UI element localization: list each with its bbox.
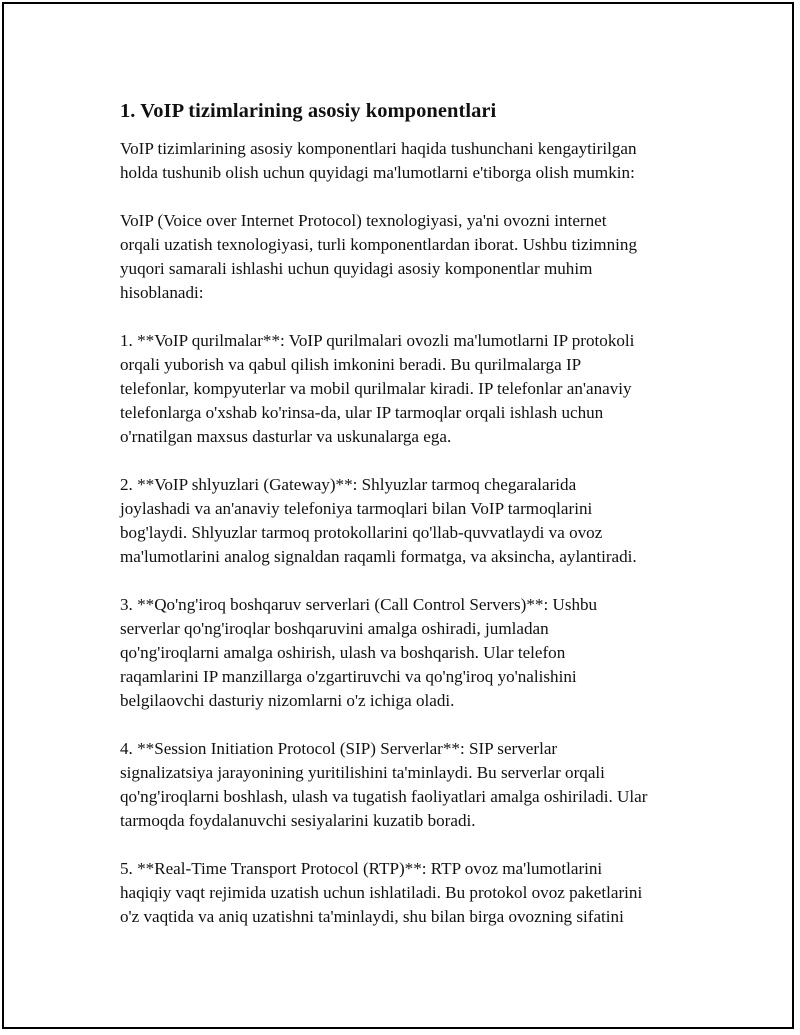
document-page xyxy=(2,2,794,1029)
text-line: raqamlarini IP manzillarga o'zgartiruvchi va qo'ng'iroq yo'nalishini xyxy=(120,667,577,686)
text-line: ma'lumotlarini analog signaldan raqamli formatga, va aksincha, aylantiradi. xyxy=(120,547,637,566)
text-line: serverlar qo'ng'iroqlar boshqaruvini amalga oshiradi, jumladan xyxy=(120,619,549,638)
text-line: joylashadi va an'anaviy telefoniya tarmoqlari bilan VoIP tarmoqlarini xyxy=(120,499,593,518)
text-line: haqiqiy vaqt rejimida uzatish uchun ishlatiladi. Bu protokol ovoz paketlarini xyxy=(120,883,643,902)
voip-definition-paragraph xyxy=(120,209,710,305)
text-line: 1. **VoIP qurilmalar**: VoIP qurilmalari ovozli ma'lumotlarni IP protokoli xyxy=(120,331,635,350)
text-line: o'rnatilgan maxsus dasturlar va uskunalarga ega. xyxy=(120,427,452,446)
section-heading: 1. VoIP tizimlarining asosiy komponentlari xyxy=(120,100,497,122)
text-line: signalizatsiya jarayonining yuritilishini ta'minlaydi. Bu serverlar orqali xyxy=(120,763,605,782)
text-line: 3. **Qo'ng'iroq boshqaruv serverlari (Call Control Servers)**: Ushbu xyxy=(120,595,598,614)
text-line: VoIP (Voice over Internet Protocol) texnologiyasi, ya'ni ovozni internet xyxy=(120,211,607,230)
text-line: belgilaovchi dasturiy nizomlarni o'z ichiga oladi. xyxy=(120,691,455,710)
text-line: holda tushunib olish uchun quyidagi ma'lumotlarni e'tiborga olish mumkin: xyxy=(120,163,635,182)
text-line: tarmoqda foydalanuvchi sesiyalarini kuzatib boradi. xyxy=(120,811,476,830)
text-line: telefonlarga o'xshab ko'rinsa-da, ular IP tarmoqlar orqali ishlash uchun xyxy=(120,403,604,422)
text-line: bog'laydi. Shlyuzlar tarmoq protokollarini qo'llab-quvvatlaydi va ovoz xyxy=(120,523,603,542)
component-item-4 xyxy=(120,737,710,833)
text-line: orqali uzatish texnologiyasi, turli komponentlardan iborat. Ushbu tizimning xyxy=(120,235,637,254)
text-line: yuqori samarali ishlashi uchun quyidagi asosiy komponentlar muhim xyxy=(120,259,593,278)
text-line: hisoblanadi: xyxy=(120,283,204,302)
component-item-3 xyxy=(120,593,710,713)
text-line: o'z vaqtida va aniq uzatishni ta'minlaydi, shu bilan birga ovozning sifatini xyxy=(120,907,624,926)
text-line: 4. **Session Initiation Protocol (SIP) Serverlar**: SIP serverlar xyxy=(120,739,558,758)
component-item-2 xyxy=(120,473,710,569)
intro-paragraph xyxy=(120,137,710,185)
component-item-1 xyxy=(120,329,710,449)
text-line: VoIP tizimlarining asosiy komponentlari haqida tushunchani kengaytirilgan xyxy=(120,139,637,158)
text-line: qo'ng'iroqlarni boshlash, ulash va tugatish faoliyatlari amalga oshiriladi. Ular xyxy=(120,787,648,806)
text-line: 2. **VoIP shlyuzlari (Gateway)**: Shlyuzlar tarmoq chegaralarida xyxy=(120,475,577,494)
component-item-5 xyxy=(120,857,710,929)
text-line: orqali yuborish va qabul qilish imkonini beradi. Bu qurilmalarga IP xyxy=(120,355,582,374)
text-line: 5. **Real-Time Transport Protocol (RTP)**: RTP ovoz ma'lumotlarini xyxy=(120,859,603,878)
text-line: telefonlar, kompyuterlar va mobil qurilmalar kiradi. IP telefonlar an'anaviy xyxy=(120,379,632,398)
text-line: qo'ng'iroqlarni amalga oshirish, ulash va boshqarish. Ular telefon xyxy=(120,643,566,662)
document-body xyxy=(120,98,710,953)
